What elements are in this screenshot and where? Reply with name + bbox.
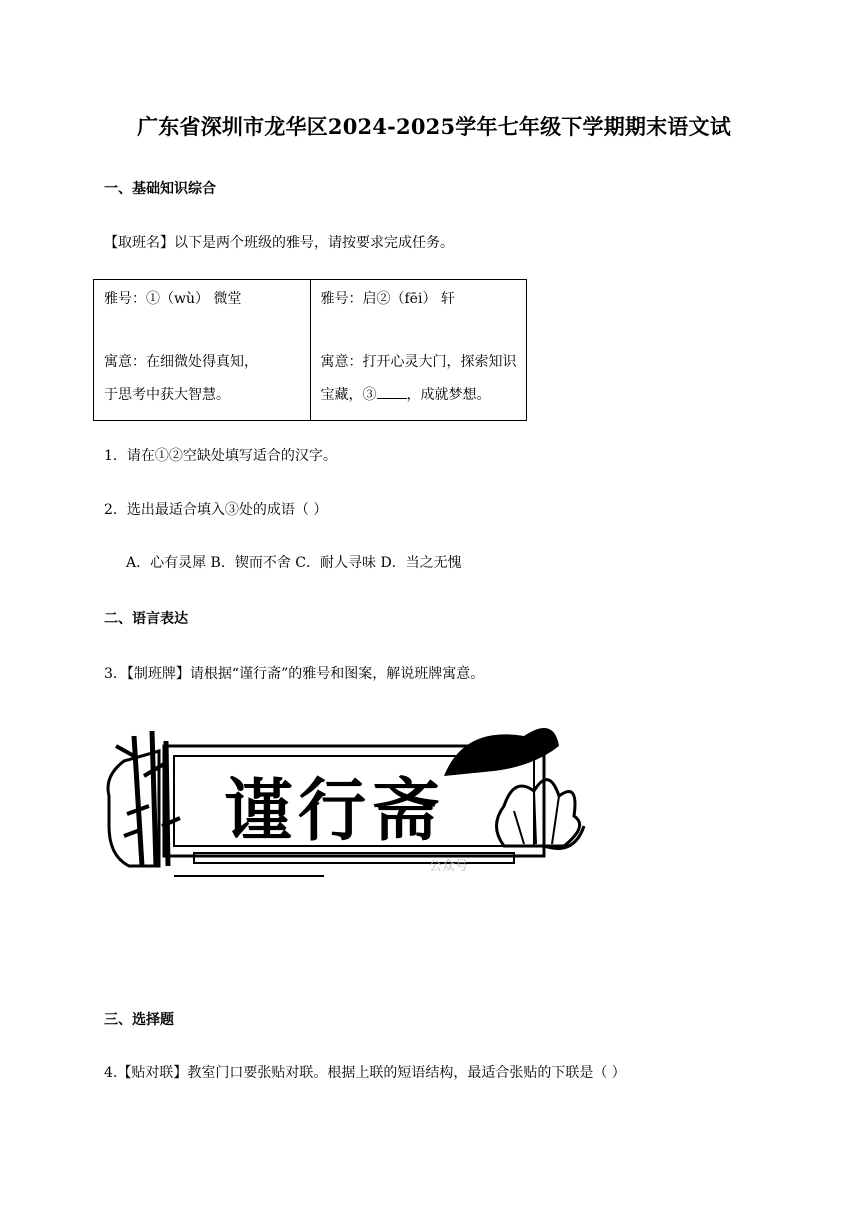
meaning-right-line2b: ，成就梦想。 xyxy=(406,387,491,403)
meaning-left-line1: 寓意：在细微处得真知， xyxy=(104,354,258,370)
section-heading-1: 一、基础知识综合 xyxy=(104,181,216,197)
section-heading-3: 三、选择题 xyxy=(104,1012,174,1028)
question-3: 3．【制班牌】请根据“谨行斋”的雅号和图案，解说班牌寓意。 xyxy=(104,666,485,682)
table-cell-left xyxy=(94,280,311,421)
class-name-right: 雅号：启②（fēi） 轩 xyxy=(320,291,455,307)
question-4: 4.【贴对联】教室门口要张贴对联。根据上联的短语结构，最适合张贴的下联是（ ） xyxy=(104,1065,626,1081)
page-title: 广东省深圳市龙华区2024-2025学年七年级下学期期末语文试 xyxy=(137,114,731,139)
question-2-options: A．心有灵犀 B．锲而不舍 C．耐人寻味 D．当之无愧 xyxy=(126,555,462,571)
class-names-table xyxy=(93,279,527,421)
meaning-right xyxy=(321,346,519,412)
fill-blank-3[interactable] xyxy=(377,384,407,399)
banner-characters: 谨行斋 xyxy=(224,772,447,851)
intro-text: 【取班名】以下是两个班级的雅号，请按要求完成任务。 xyxy=(104,235,454,251)
meaning-right-line1: 寓意：打开心灵大门，探索知识 xyxy=(320,354,517,370)
question-1: 1．请在①②空缺处填写适合的汉字。 xyxy=(104,448,337,464)
meaning-right-line2 xyxy=(321,379,519,412)
class-banner-image xyxy=(104,716,596,882)
watermark-text: 公众号 xyxy=(429,859,469,874)
meaning-left xyxy=(104,346,302,412)
class-name-left: 雅号：①（wù） 微堂 xyxy=(104,291,242,307)
section-heading-2: 二、语言表达 xyxy=(104,611,188,627)
question-2: 2．选出最适合填入③处的成语（ ） xyxy=(104,502,328,518)
meaning-right-line2a: 宝藏，③ xyxy=(320,387,377,403)
table-cell-right xyxy=(310,280,527,421)
meaning-left-line2: 于思考中获大智慧。 xyxy=(104,387,230,403)
